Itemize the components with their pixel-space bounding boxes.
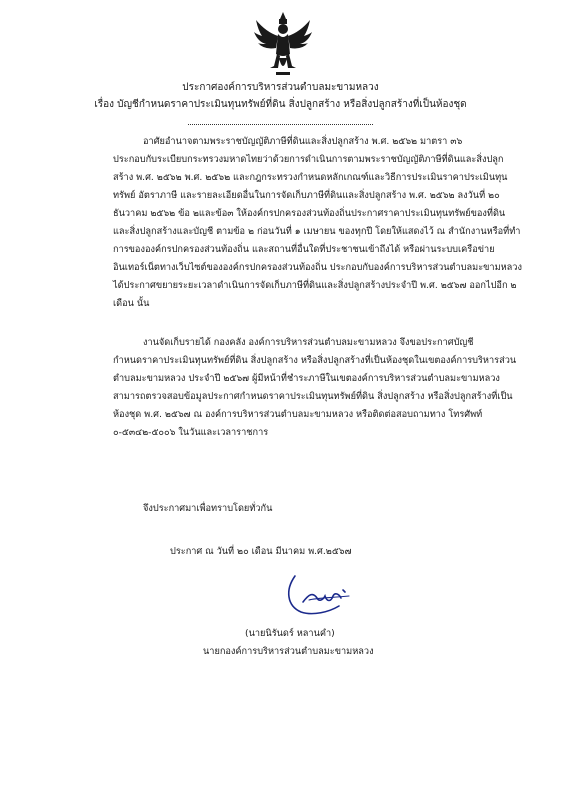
para2-line: สามารถตรวจสอบข้อมูลประกาศกำหนดราคาประเมินทุนทรัพย์ที่ดิน สิ่งปลูกสร้าง หรือสิ่งปลูกสร้างที่เป็น <box>113 391 513 402</box>
signature-mark <box>283 572 363 616</box>
garuda-emblem-icon <box>252 10 314 80</box>
para1-line: การขององค์กรปกครองส่วนท้องถิ่น และสถานที่อื่นใดที่ประชาชนเข้าถึงได้ หรือผ่านระบบเครือข่าย <box>113 244 495 255</box>
para2-line: ตำบลมะขามหลวง ประจำปี ๒๕๖๗ ผู้มีหน้าที่ชำระภาษีในเขตองค์การบริหารส่วนตำบลมะขามหลวง <box>113 373 500 384</box>
para1-line: อาศัยอำนาจตามพระราชบัญญัติภาษีที่ดินและสิ่งปลูกสร้าง พ.ศ. ๒๕๖๒ มาตรา ๓๖ <box>143 136 463 147</box>
para1-line: ทรัพย์ อัตราภาษี และรายละเอียดอื่นในการจัดเก็บภาษีที่ดินและสิ่งปลูกสร้าง พ.ศ. ๒๕๖๒ ลงวันที่ ๒๐ <box>113 190 500 201</box>
para1-line: เดือน นั้น <box>113 298 150 309</box>
announcement-closing: จึงประกาศมาเพื่อทราบโดยทั่วกัน <box>143 503 273 514</box>
para2-line: ห้องชุด พ.ศ. ๒๕๖๗ ณ องค์การบริหารส่วนตำบลมะขามหลวง หรือติดต่อสอบถามทาง โทรศัพท์ <box>113 409 483 420</box>
announcement-subject: เรื่อง บัญชีกำหนดราคาประเมินทุนทรัพย์ที่ดิน สิ่งปลูกสร้าง หรือสิ่งปลูกสร้างที่เป็นห้องชุด <box>94 99 467 110</box>
para2-line: งานจัดเก็บรายได้ กองคลัง องค์การบริหารส่วนตำบลมะขามหลวง จึงขอประกาศบัญชี <box>143 337 474 348</box>
para2-line: ๐-๕๓๔๒-๕๐๐๖ ในวันและเวลาราชการ <box>113 427 269 438</box>
title-divider <box>188 120 373 125</box>
para1-line: ธันวาคม ๒๕๖๒ ข้อ ๒และข้อ๓ ให้องค์กรปกครองส่วนท้องถิ่นประกาศราคาประเมินทุนทรัพย์ของที่ดิน <box>113 208 506 219</box>
signatory-name: (นายนิรันดร์ หลานคำ) <box>245 628 335 639</box>
para1-line: ได้ประกาศขยายระยะเวลาดำเนินการจัดเก็บภาษีที่ดินและสิ่งปลูกสร้างประจำปี พ.ศ. ๒๕๖๗ ออกไปอีก ๒ <box>113 280 517 291</box>
announcement-title: ประกาศองค์การบริหารส่วนตำบลมะขามหลวง <box>182 82 379 93</box>
signatory-position: นายกองค์การบริหารส่วนตำบลมะขามหลวง <box>203 646 374 657</box>
para1-line: สร้าง พ.ศ. ๒๕๖๒ พ.ศ. ๒๕๖๒ และกฎกระทรวงกำหนดหลักเกณฑ์และวิธีการประเมินราคาประเมินทุน <box>113 172 508 183</box>
para1-line: อินเทอร์เน็ตทางเว็บไซต์ขององค์กรปกครองส่วนท้องถิ่น ประกอบกับองค์การบริหารส่วนตำบลมะขามหลวง <box>113 262 522 273</box>
para1-line: และสิ่งปลูกสร้างและบัญชี ตามข้อ ๒ ก่อนวันที่ ๑ เมษายน ของทุกปี โดยให้แสดงไว้ ณ สำนักงานหรือที่ทำ <box>113 226 521 237</box>
para1-line: ประกอบกับระเบียบกระทรวงมหาดไทยว่าด้วยการดำเนินการตามพระราชบัญญัติภาษีที่ดินและสิ่งปลูก <box>113 154 504 165</box>
announcement-date: ประกาศ ณ วันที่ ๒๐ เดือน มีนาคม พ.ศ.๒๕๖๗ <box>170 546 352 557</box>
para2-line: กำหนดราคาประเมินทุนทรัพย์ที่ดิน สิ่งปลูกสร้าง หรือสิ่งปลูกสร้างที่เป็นห้องชุดในเขตองค์การบริหารส่วน <box>113 355 517 366</box>
